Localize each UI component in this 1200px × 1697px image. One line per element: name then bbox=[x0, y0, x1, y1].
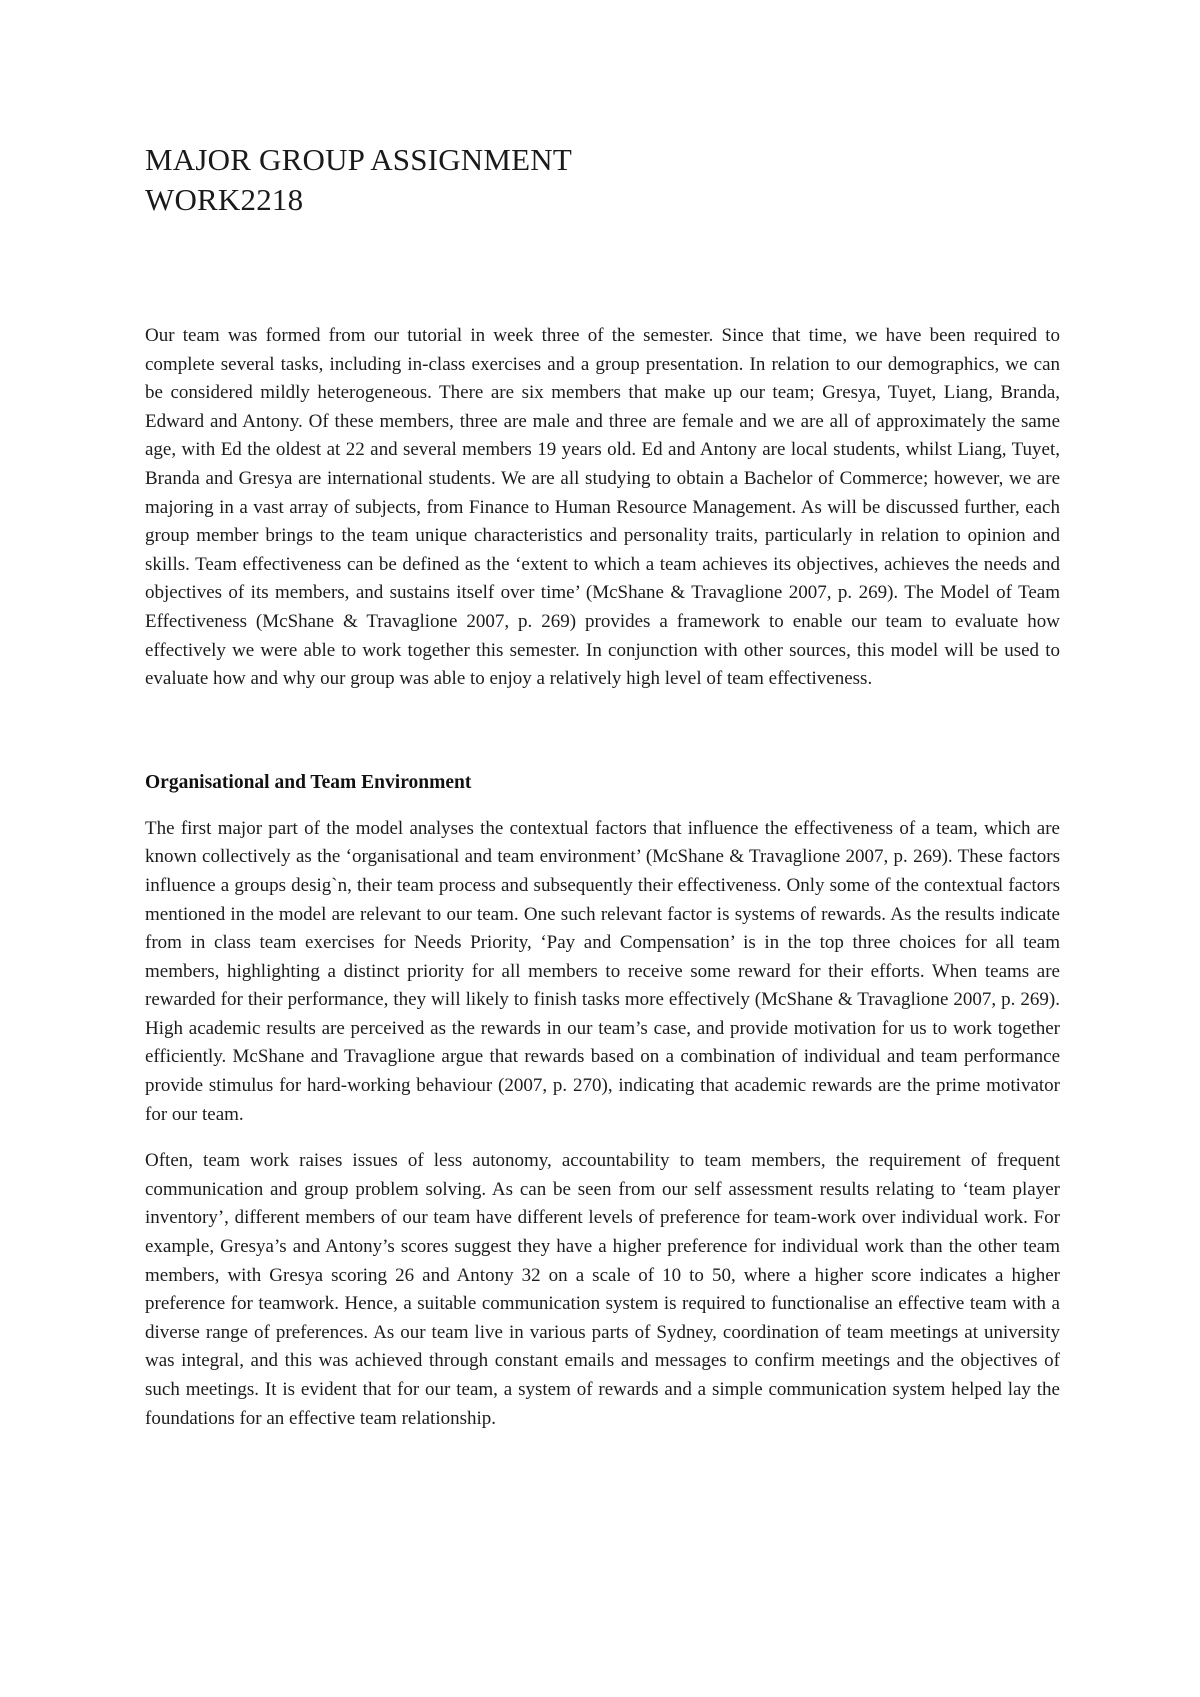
title-line-course-code: WORK2218 bbox=[145, 182, 304, 217]
section-paragraph-2: Often, team work raises issues of less autonomy, accountability to team members, the requirement of frequent communication and group problem solving. As can be seen from our self assessment results relating to ‘team player inventory’, different members of our team have different levels of preference for team-work over individual work. For example, Gresya’s and Antony’s scores suggest they have a higher preference for individual work than the other team members, with Gresya scoring 26 and Antony 32 on a scale of 10 to 50, where a higher score indicates a higher preference for teamwork. Hence, a suitable communication system is required to functionalise an effective team with a diverse range of preferences. As our team live in various parts of Sydney, coordination of team meetings at university was integral, and this was achieved through constant emails and messages to confirm meetings and the objectives of such meetings. It is evident that for our team, a system of rewards and a simple communication system helped lay the foundations for an effective team relationship. bbox=[145, 1150, 1060, 1429]
intro-paragraph: Our team was formed from our tutorial in week three of the semester. Since that time, we have been required to complete several tasks, including in-class exercises and a group presentation. In relation to our demographics, we can be considered mildly heterogeneous. There are six members that make up our team; Gresya, Tuyet, Liang, Branda, Edward and Antony. Of these members, three are male and three are female and we are all of approximately the same age, with Ed the oldest at 22 and several members 19 years old. Ed and Antony are local students, whilst Liang, Tuyet, Branda and Gresya are international students. We are all studying to obtain a Bachelor of Commerce; however, we are majoring in a vast array of subjects, from Finance to Human Resource Management. As will be discussed further, each group member brings to the team unique characteristics and personality traits, particularly in relation to opinion and skills. Team effectiveness can be defined as the ‘extent to which a team achieves its objectives, achieves the needs and objectives of its members, and sustains itself over time’ (McShane & Travaglione 2007, p. 269). The Model of Team Effectiveness (McShane & Travaglione 2007, p. 269) provides a framework to enable our team to evaluate how effectively we were able to work together this semester. In conjunction with other sources, this model will be used to evaluate how and why our group was able to enjoy a relatively high level of team effectiveness. bbox=[145, 325, 1060, 690]
title-line-assignment: MAJOR GROUP ASSIGNMENT bbox=[145, 142, 572, 177]
section-heading: Organisational and Team Environment bbox=[145, 771, 472, 793]
document-title bbox=[145, 140, 1060, 220]
section-paragraph-1: The first major part of the model analyses the contextual factors that influence the effectiveness of a team, which are known collectively as the ‘organisational and team environment’ (McShane & Travaglione 2007, p. 269). These factors influence a groups desig`n, their team process and subsequently their effectiveness. Only some of the contextual factors mentioned in the model are relevant to our team. One such relevant factor is systems of rewards. As the results indicate from in class team exercises for Needs Priority, ‘Pay and Compensation’ is in the top three choices for all team members, highlighting a distinct priority for all members to receive some reward for their efforts. When teams are rewarded for their performance, they will likely to finish tasks more effectively (McShane & Travaglione 2007, p. 269). High academic results are perceived as the rewards in our team’s case, and provide motivation for us to work together efficiently. McShane and Travaglione argue that rewards based on a combination of individual and team performance provide stimulus for hard-working behaviour (2007, p. 270), indicating that academic rewards are the prime motivator for our team. bbox=[145, 817, 1060, 1125]
